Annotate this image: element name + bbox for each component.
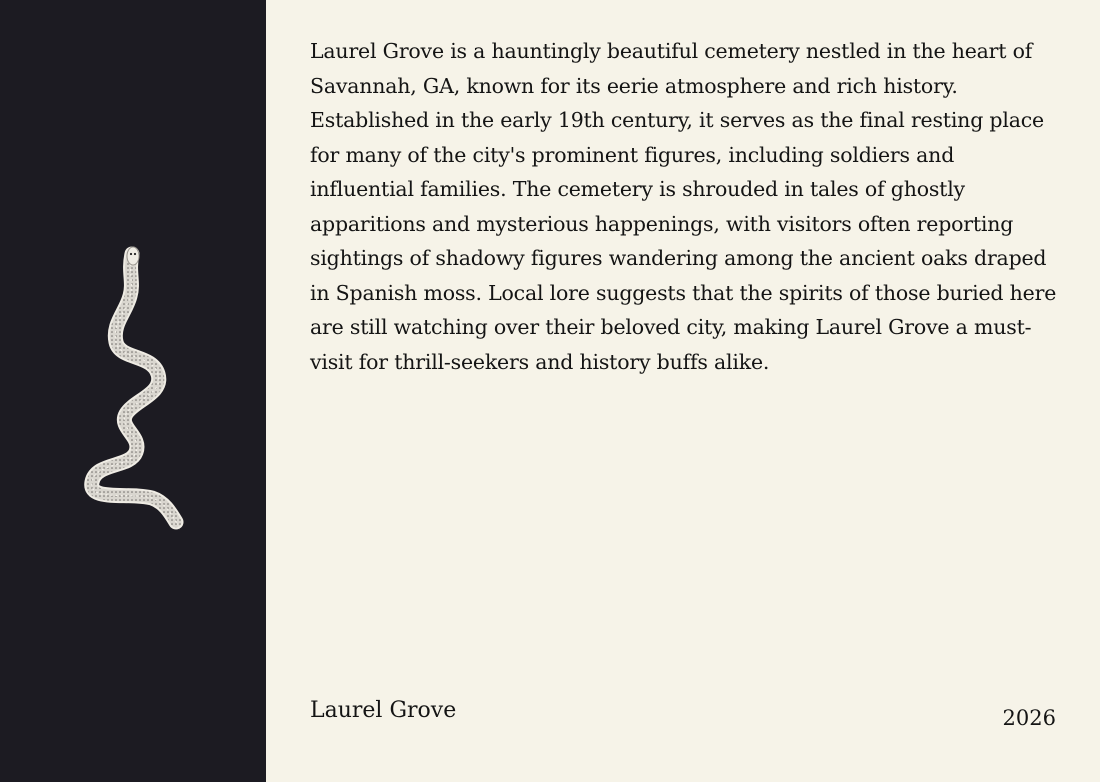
snake-icon — [78, 246, 198, 536]
footer-year: 2026 — [1002, 706, 1056, 730]
footer-title: Laurel Grove — [310, 698, 457, 723]
sidebar — [0, 0, 266, 782]
body-paragraph: Laurel Grove is a hauntingly beautiful cemetery nestled in the heart of Savannah, GA, known for its eerie atmosphere and rich history. Established in the early 19th century, it serves as the final resting place for many of the city's prominent figures, including soldiers and influential families. The cemetery is shrouded in tales of ghostly apparitions and mysterious happenings, with visitors often reporting sightings of shadowy figures wandering among the ancient oaks draped in Spanish moss. Local lore suggests that the spirits of those buried here are still watching over their beloved city, making Laurel Grove a must-visit for thrill-seekers and history buffs alike. — [310, 39, 1057, 374]
content-area — [310, 34, 1062, 379]
